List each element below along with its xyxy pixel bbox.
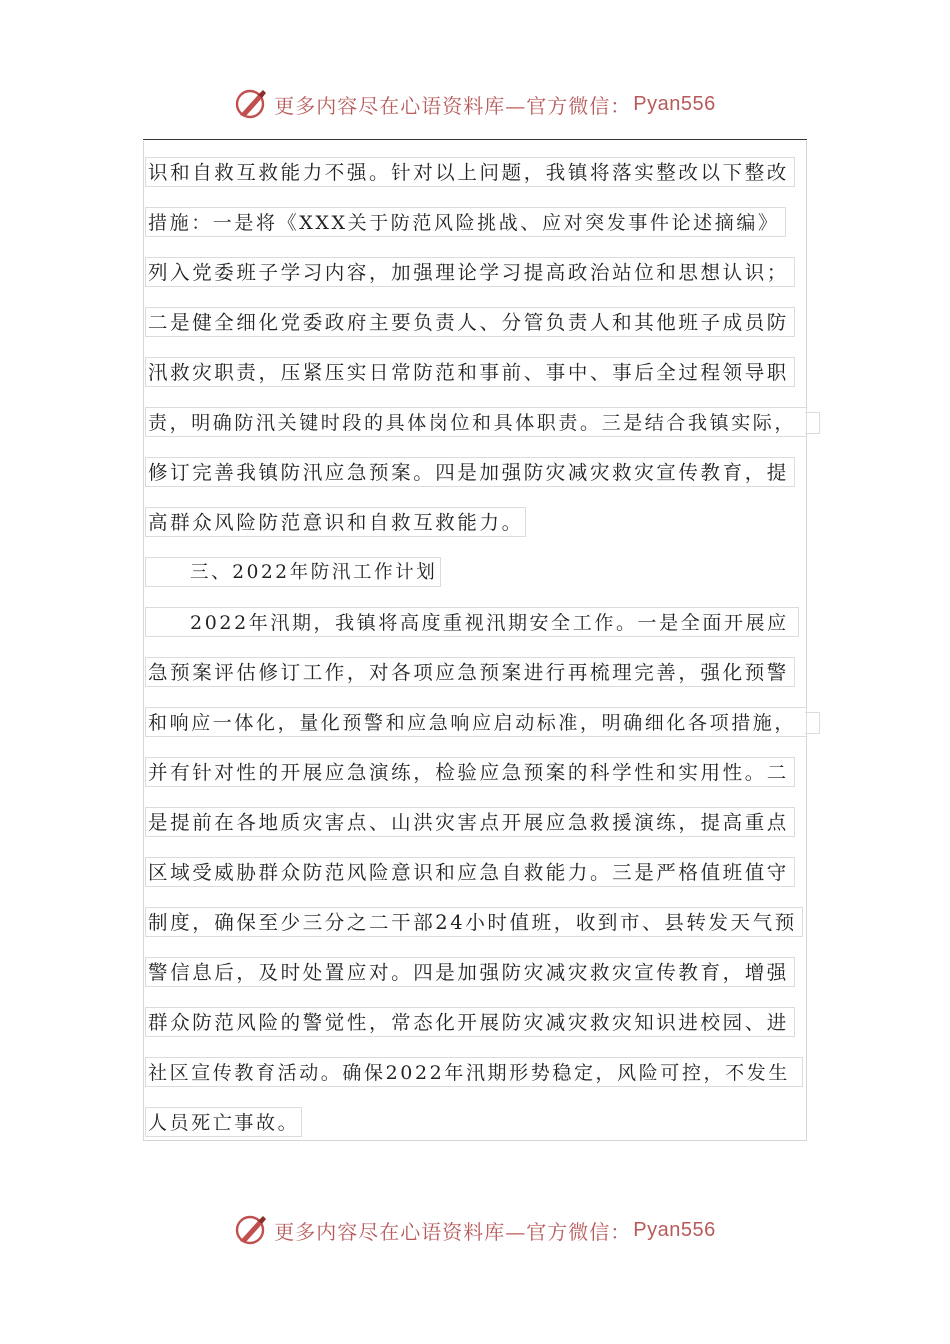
- pen-logo-icon: [234, 87, 268, 121]
- text-line: 高群众风险防范意识和自救互救能力。: [145, 507, 526, 537]
- line-end-marker: [805, 712, 820, 734]
- line-end-marker: [805, 412, 820, 434]
- text-line: 人员死亡事故。: [145, 1107, 302, 1137]
- text-line: 2022年汛期，我镇将高度重视汛期安全工作。一是全面开展应: [145, 607, 799, 637]
- text-line: 并有针对性的开展应急演练，检验应急预案的科学性和实用性。二: [145, 757, 795, 787]
- footer-wechat-account: Pyan556: [633, 1218, 716, 1241]
- text-line: 责，明确防汛关键时段的具体岗位和具体职责。三是结合我镇实际，: [145, 407, 807, 437]
- text-line: 汛救灾职责，压紧压实日常防范和事前、事中、事后全过程领导职: [145, 357, 795, 387]
- header-wechat-account: Pyan556: [633, 92, 716, 115]
- section-heading: 三、2022年防汛工作计划: [145, 557, 441, 587]
- text-line: 急预案评估修订工作，对各项应急预案进行再梳理完善，强化预警: [145, 657, 795, 687]
- pen-logo-icon: [234, 1213, 268, 1247]
- text-line: 措施：一是将《XXX关于防范风险挑战、应对突发事件论述摘编》: [145, 207, 786, 237]
- text-line: 和响应一体化，量化预警和应急响应启动标准，明确细化各项措施，: [145, 707, 807, 737]
- text-line: 二是健全细化党委政府主要负责人、分管负责人和其他班子成员防: [145, 307, 795, 337]
- header-watermark-text: 更多内容尽在心语资料库—官方微信：: [274, 93, 632, 118]
- page-content-frame: [143, 141, 807, 1141]
- text-line: 列入党委班子学习内容，加强理论学习提高政治站位和思想认识；: [145, 257, 795, 287]
- text-line: 区域受威胁群众防范风险意识和应急自救能力。三是严格值班值守: [145, 857, 795, 887]
- text-line: 是提前在各地质灾害点、山洪灾害点开展应急救援演练，提高重点: [145, 807, 795, 837]
- text-line: 制度，确保至少三分之二干部24小时值班，收到市、县转发天气预: [145, 907, 803, 937]
- text-line: 修订完善我镇防汛应急预案。四是加强防灾减灾救灾宣传教育，提: [145, 457, 795, 487]
- text-line: 识和自救互救能力不强。针对以上问题，我镇将落实整改以下整改: [145, 157, 795, 187]
- footer-watermark-text: 更多内容尽在心语资料库—官方微信：: [274, 1219, 632, 1244]
- text-line: 警信息后，及时处置应对。四是加强防灾减灾救灾宣传教育，增强: [145, 957, 795, 987]
- text-line: 社区宣传教育活动。确保2022年汛期形势稳定，风险可控，不发生: [145, 1057, 803, 1087]
- footer-watermark: [0, 1208, 950, 1252]
- header-watermark: [0, 82, 950, 126]
- text-line: 群众防范风险的警觉性，常态化开展防灾减灾救灾知识进校园、进: [145, 1007, 795, 1037]
- header-rule: [143, 139, 807, 140]
